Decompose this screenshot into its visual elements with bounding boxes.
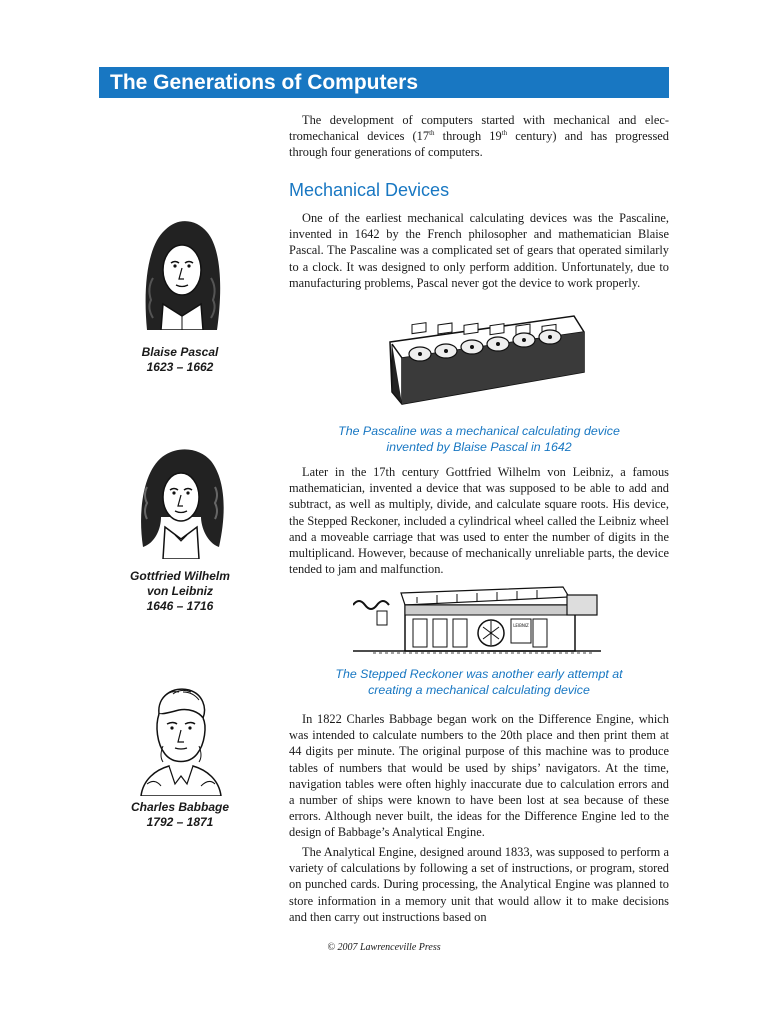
pascaline-caption [289, 423, 669, 455]
intro-sup-2: th [501, 129, 508, 138]
babbage-paragraph: In 1822 Charles Babbage began work on the Difference Engine, which was intended to calculate numbers to the 20th place and then print them at 44 digits per minute. The original purpose of this machine was to produce tables of numbers that would be used by ships’ navigators. At the time, navigation tables were often highly inaccurate due to calculation errors and a number of ships were known to have been lost at sea because of these errors. Although never built, the ideas for the Difference Engine led to the design of Babbage’s Analytical Engine. [289, 712, 669, 840]
title-bar [99, 67, 669, 98]
pascal-portrait-icon [133, 218, 229, 330]
caption-line: creating a mechanical calculating device [368, 683, 590, 697]
pascaline-paragraph: One of the earliest mechanical calculating devices was the Pascaline, invented in 1642 by the French philosopher and mathematician Blaise Pascal. The Pascaline was a complicated set of gears that operated similarly to a clock. It was designed to only perform addition. Unfortunately, due to manufacturing problems, Pascal never got the device to work properly. [289, 211, 669, 290]
section-heading: Mechanical Devices [289, 180, 450, 200]
caption-line: The Stepped Reckoner was another early attempt at [335, 667, 623, 681]
reckoner-caption [289, 666, 669, 698]
pascal-caption [104, 345, 256, 375]
person-dates: 1792 – 1871 [146, 815, 214, 829]
leibniz-caption [104, 569, 256, 614]
intro-text-1: The development of computers started with mechanical and electromechanical devices (17 [289, 113, 669, 144]
reckoner-plaque-text: LEIBNIZ [513, 623, 529, 628]
person-dates: 1646 – 1716 [146, 599, 214, 613]
leibniz-paragraph: Later in the 17th century Gottfried Wilhelm von Leibniz, a famous mathematician, invented a device that was supposed to be able to add and subtract, as well as multiply, divide, and calculate square roots. His device, the Stepped Reckoner, included a cylindrical wheel called the Leibniz wheel and a moveable carriage that was used to enter the number of digits in the multiplicand. However, because of mechanically unreliable parts, the device tended to jam and malfunction. [289, 465, 669, 577]
person-name-line: Gottfried Wilhelm [130, 569, 230, 583]
intro-paragraph [289, 112, 669, 161]
caption-line: The Pascaline was a mechanical calculating device [338, 424, 620, 438]
person-dates: 1623 – 1662 [146, 360, 214, 374]
intro-sup-1: th [429, 129, 435, 138]
person-name-line: von Leibniz [147, 584, 213, 598]
intro-text-3: century) and has progressed through four generations of computers. [289, 129, 669, 160]
caption-line: invented by Blaise Pascal in 1642 [386, 440, 572, 454]
analytical-paragraph: The Analytical Engine, designed around 1833, was supposed to perform a variety of calculations by following a set of instructions, or program, stored on punched cards. During processing, the Analytical Engine was planned to store information in a memory unit that would allow it to make decisions and then carry out instructions based on [289, 845, 669, 924]
person-name: Charles Babbage [130, 800, 230, 814]
leibniz-portrait-icon [135, 447, 227, 559]
babbage-caption [104, 800, 256, 830]
copyright-footer: © 2007 Lawrenceville Press [327, 942, 441, 953]
pascaline-machine-icon [388, 314, 586, 406]
stepped-reckoner-icon [353, 583, 601, 655]
intro-text-2: through 19 [434, 129, 502, 144]
person-name: Blaise Pascal [141, 345, 219, 359]
babbage-portrait-icon [133, 684, 227, 796]
page-title: The Generations of Computers [110, 71, 419, 94]
